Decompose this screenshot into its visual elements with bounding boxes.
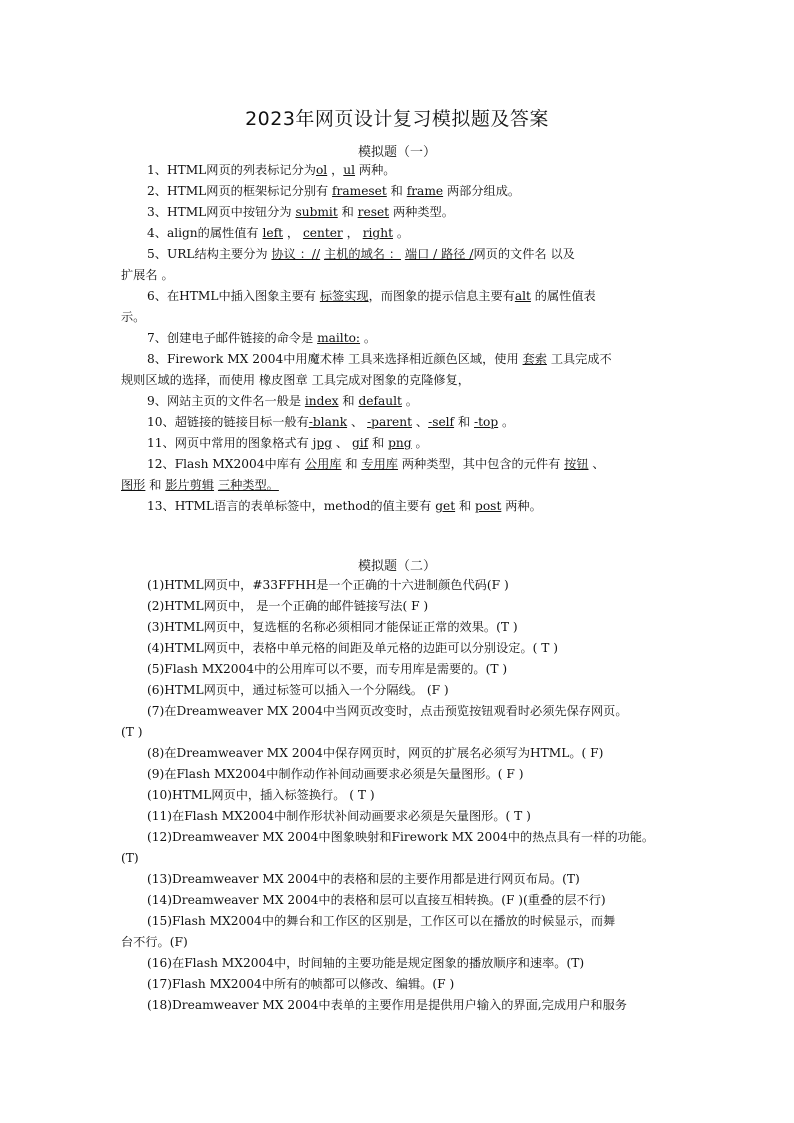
tf-item-3: (3)HTML网页中，复选框的名称必须相同才能保证正常的效果。(T )	[147, 620, 518, 634]
tf-item-13: (13)Dreamweaver MX 2004中的表格和层的主要作用都是进行网页布局。(T)	[147, 872, 580, 886]
tf-item-4: (4)HTML网页中，表格中单元格的间距及单元格的边距可以分别设定。( T )	[147, 641, 559, 655]
tf-item-10: (10)HTML网页中，插入标签换行。 ( T )	[147, 788, 375, 802]
answer-blank: get	[435, 499, 456, 513]
section-2-title: 模拟题（二）	[357, 559, 436, 574]
question-3: 3、HTML网页中按钮分为 submit 和 reset 两种类型。	[147, 205, 454, 219]
tf-item-17: (17)Flash MX2004中所有的帧都可以修改、编辑。(F )	[147, 977, 455, 991]
answer-blank: 协议 ：//	[271, 247, 321, 261]
tf-item-9: (9)在Flash MX2004中制作动作补间动画要求必须是矢量图形。( F )	[147, 767, 524, 781]
answer-blank: gif	[351, 436, 369, 450]
tf-item-15: (15)Flash MX2004中的舞台和工作区的区别是，工作区可以在播放的时候显示，而舞	[147, 914, 616, 928]
tf-item-12: (12)Dreamweaver MX 2004中图象映射和Firework MX 2004中的热点具有一样的功能。	[147, 830, 655, 844]
answer-blank: frame	[406, 184, 444, 198]
answer-blank: -top	[474, 415, 499, 429]
section-1-title: 模拟题（一）	[357, 145, 436, 160]
tf-item-16: (16)在Flash MX2004中，时间轴的主要功能是规定图象的播放顺序和速率。(T)	[147, 956, 585, 970]
answer-blank: default	[358, 394, 402, 408]
answer-blank: 主机的域名 ：	[324, 247, 402, 261]
question-4: 4、align的属性值有 left ， center ， right 。	[147, 226, 410, 240]
question-2: 2、HTML网页的框架标记分别有 frameset 和 frame 两部分组成。	[147, 184, 521, 198]
answer-blank: -self	[428, 415, 455, 429]
answer-blank: center	[302, 226, 343, 240]
tf-item-12-cont: (T)	[121, 851, 139, 865]
answer-blank: 端口 / 路径 /	[404, 247, 474, 261]
answer-blank: png	[388, 436, 412, 450]
tf-item-7: (7)在Dreamweaver MX 2004中当网页改变时，点击预览按钮观看时必须先保存网页。	[147, 704, 628, 718]
question-5: 5、URL结构主要分为 协议 ：// 主机的域名 ： 端口 / 路径 /网页的文件名 以及	[147, 247, 575, 261]
tf-item-7-cont: (T )	[121, 725, 143, 739]
tf-item-14: (14)Dreamweaver MX 2004中的表格和层可以直接互相转换。(F )(重叠的层不行)	[147, 893, 606, 907]
answer-blank: -blank	[308, 415, 348, 429]
question-7: 7、创建电子邮件链接的命令是 mailto: 。	[147, 331, 377, 345]
tf-item-1: (1)HTML网页中，#33FFHH是一个正确的十六进制颜色代码(F )	[147, 578, 509, 592]
tf-item-18: (18)Dreamweaver MX 2004中表单的主要作用是提供用户输入的界面,完成用户和服务	[147, 998, 627, 1012]
question-5-cont: 扩展名 。	[121, 268, 174, 282]
answer-blank: 标签实现	[319, 289, 369, 303]
tf-item-6: (6)HTML网页中，通过标签可以插入一个分隔线。 (F )	[147, 683, 449, 697]
question-6-cont: 示。	[121, 310, 146, 324]
answer-blank: 专用库	[361, 457, 398, 471]
question-12-cont: 图形 和 影片剪辑 三种类型。	[121, 478, 279, 492]
answer-blank: index	[304, 394, 339, 408]
answer-blank: mailto:	[317, 331, 361, 345]
answer-blank: alt	[514, 289, 531, 303]
question-6: 6、在HTML中插入图象主要有 标签实现，而图象的提示信息主要有alt 的属性值表	[147, 289, 596, 303]
question-9: 9、网站主页的文件名一般是 index 和 default 。	[147, 394, 418, 408]
question-10: 10、超链接的链接目标一般有-blank 、 -parent 、-self 和 -top 。	[147, 415, 515, 429]
tf-item-8: (8)在Dreamweaver MX 2004中保存网页时，网页的扩展名必须写为HTML。( F)	[147, 746, 604, 760]
question-1: 1、HTML网页的列表标记分为ol ，ul 两种。	[147, 163, 396, 177]
tf-item-5: (5)Flash MX2004中的公用库可以不要，而专用库是需要的。(T )	[147, 662, 508, 676]
answer-blank: ul	[343, 163, 356, 177]
question-11: 11、网页中常用的图象格式有 jpg 、 gif 和 png 。	[147, 436, 428, 450]
tf-item-15-cont: 台不行。(F)	[121, 935, 188, 949]
tf-item-2: (2)HTML网页中， 是一个正确的邮件链接写法( F )	[147, 599, 429, 613]
answer-blank: frameset	[332, 184, 387, 198]
answer-blank: right	[362, 226, 393, 240]
question-8-cont: 规则区域的选择，而使用 橡皮图章 工具完成对图象的克隆修复，	[121, 373, 470, 387]
answer-blank: 三种类型。	[217, 478, 279, 492]
answer-blank: jpg	[312, 436, 333, 450]
document-title: 2023年网页设计复习模拟题及答案	[245, 108, 549, 130]
answer-blank: left	[262, 226, 283, 240]
answer-blank: post	[475, 499, 502, 513]
question-12: 12、Flash MX2004中库有 公用库 和 专用库 两种类型，其中包含的元件有 按钮 、	[147, 457, 605, 471]
answer-blank: 影片剪辑	[165, 478, 215, 492]
question-8: 8、Firework MX 2004中用魔术棒 工具来选择相近颜色区域，使用 套索 工具完成不	[147, 352, 612, 366]
answer-blank: 套索	[522, 352, 547, 366]
answer-blank: submit	[295, 205, 338, 219]
answer-blank: 图形	[121, 478, 146, 492]
question-13: 13、HTML语言的表单标签中，method的值主要有 get 和 post 两种。	[147, 499, 542, 513]
answer-blank: reset	[357, 205, 390, 219]
answer-blank: ol	[315, 163, 328, 177]
answer-blank: -parent	[367, 415, 413, 429]
answer-blank: 按钮	[564, 457, 589, 471]
answer-blank: 公用库	[304, 457, 342, 471]
tf-item-11: (11)在Flash MX2004中制作形状补间动画要求必须是矢量图形。( T )	[147, 809, 531, 823]
